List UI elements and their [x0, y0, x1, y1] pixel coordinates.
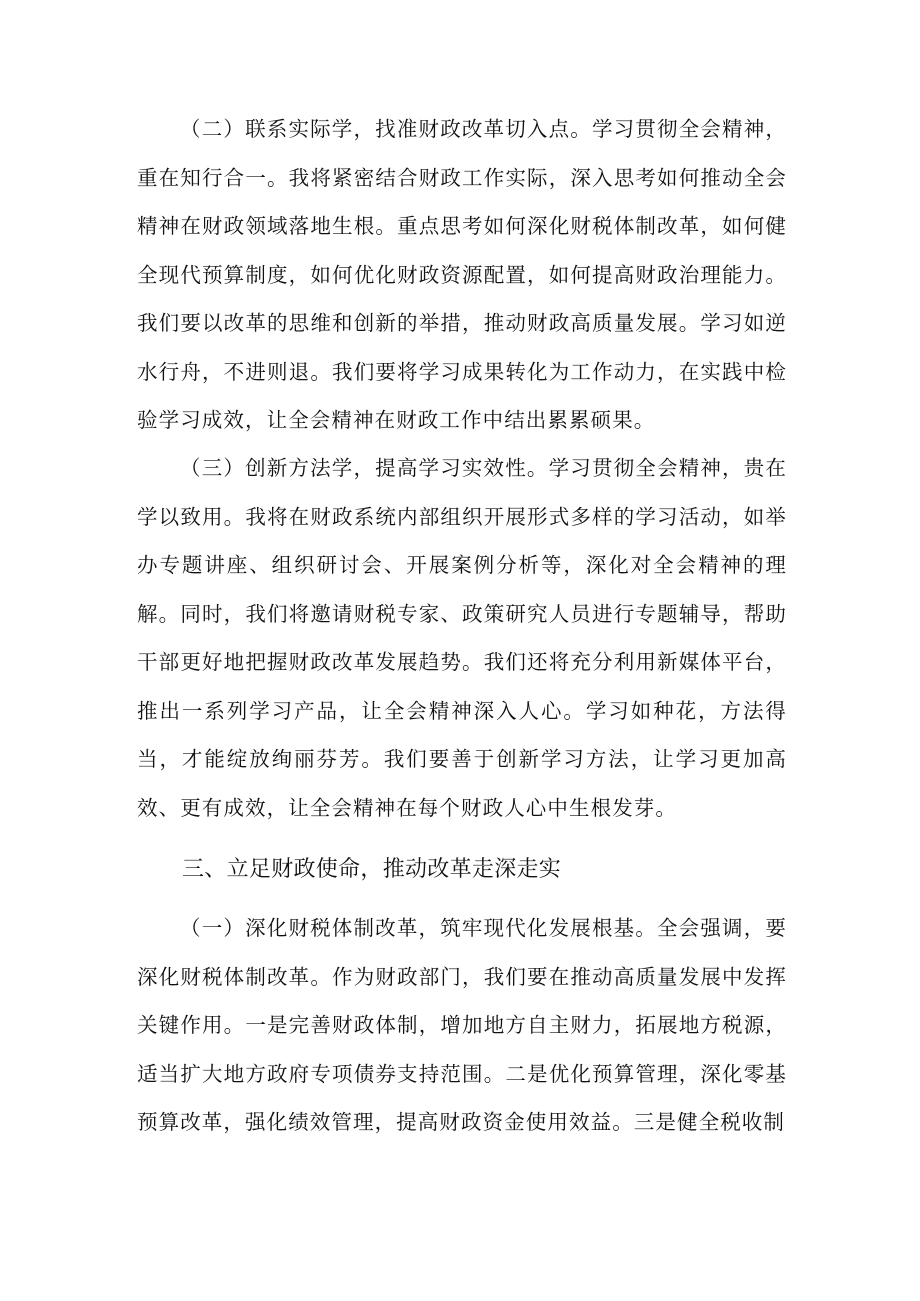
- body-paragraph: （一）深化财税体制改革，筑牢现代化发展根基。全会强调，要深化财税体制改革。作为财政部门，我们要在推动高质量发展中发挥关键作用。一是完善财政体制，增加地方自主财力，拓展地方税源，适当扩大地方政府专项债券支持范围。二是优化预算管理，深化零基预算改革，强化绩效管理，提高财政资金使用效益。三是健全税收制: [137, 916, 787, 1134]
- body-paragraph: （三）创新方法学，提高学习实效性。学习贯彻全会精神，贵在学以致用。我将在财政系统内部组织开展形式多样的学习活动，如举办专题讲座、组织研讨会、开展案例分析等，深化对全会精神的理解。同时，我们将邀请财税专家、政策研究人员进行专题辅导，帮助干部更好地把握财政改革发展趋势。我们还将充分利用新媒体平台，推出一系列学习产品，让全会精神深入人心。学习如种花，方法得当，才能绽放绚丽芬芳。我们要善于创新学习方法，让学习更加高效、更有成效，让全会精神在每个财政人心中生根发芽。: [137, 456, 787, 820]
- section-heading: 三、立足财政使命，推动改革走深走实: [182, 857, 562, 882]
- body-paragraph: （二）联系实际学，找准财政改革切入点。学习贯彻全会精神，重在知行合一。我将紧密结合财政工作实际，深入思考如何推动全会精神在财政领域落地生根。重点思考如何深化财税体制改革，如何健全现代预算制度，如何优化财政资源配置，如何提高财政治理能力。我们要以改革的思维和创新的举措，推动财政高质量发展。学习如逆水行舟，不进则退。我们要将学习成果转化为工作动力，在实践中检验学习成效，让全会精神在财政工作中结出累累硕果。: [137, 117, 787, 432]
